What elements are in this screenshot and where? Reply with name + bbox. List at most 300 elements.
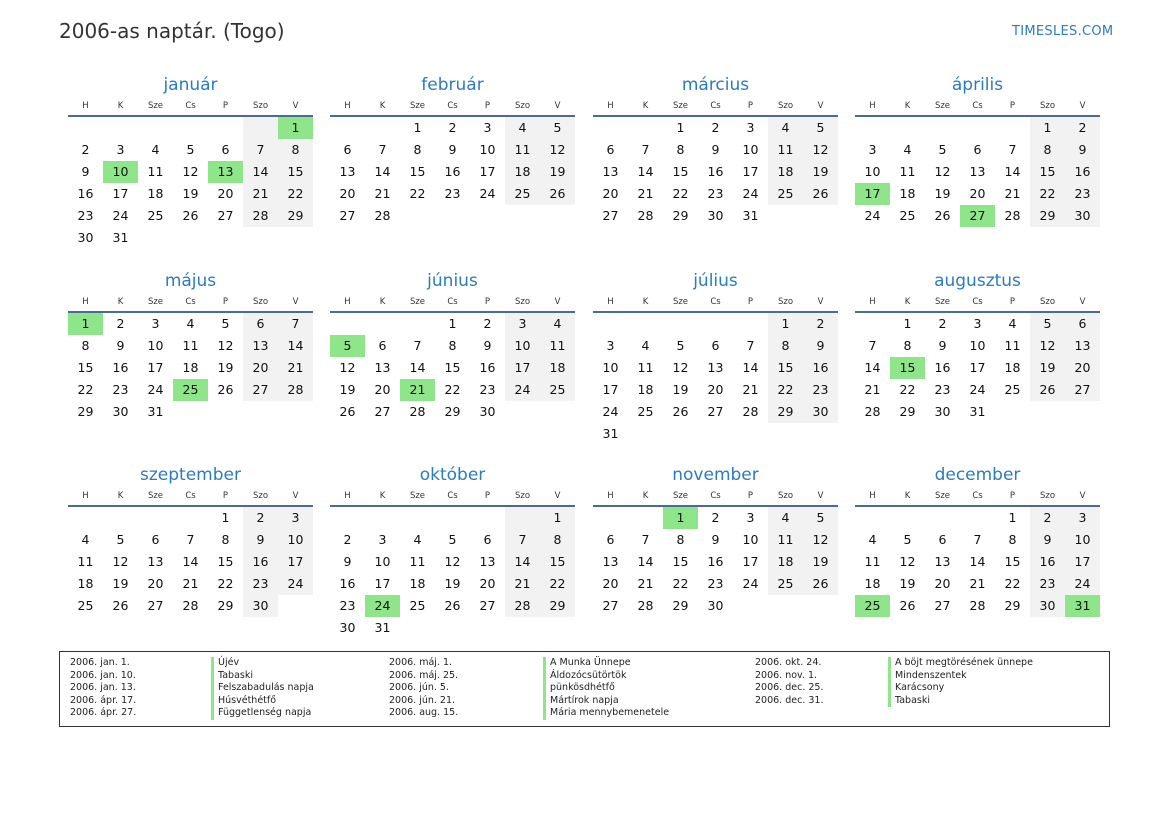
day-cell: 11 [540,335,575,357]
day-cell: 23 [243,573,278,595]
day-cell: 29 [278,205,313,227]
day-cell: 26 [934,208,951,223]
weekday-label: Sze [147,101,164,111]
day-cell: 5 [1030,313,1065,335]
day-cell: 16 [243,551,278,573]
day-cell: 2 [803,313,838,335]
weekday-label: Cs [710,491,721,501]
day-cell: 9 [343,554,352,569]
day-cell: 22 [540,573,575,595]
day-cell: 27 [217,208,234,223]
day-cell: 25 [768,573,803,595]
day-cell: 4 [540,313,575,335]
day-cell: 14 [1004,164,1021,179]
day-cell: 17 [278,551,313,573]
day-cell: 10 [374,554,391,569]
empty-day-cell [103,117,138,139]
weekday-label: K [642,491,649,501]
holiday-name: Felszabadulás napja [211,682,314,695]
day-cell: 15 [768,357,803,379]
day-cell: 29 [77,404,94,419]
weekday-label: V [292,491,299,501]
weekday-label: K [642,297,649,307]
holiday-name: A Munka Ünnepe [543,657,669,670]
empty-day-cell [208,227,243,249]
holiday-name: Tabaski [888,695,1033,708]
weekday-label: Cs [185,101,196,111]
day-cell: 26 [672,404,689,419]
day-cell: 9 [711,532,720,547]
empty-day-cell [925,117,960,139]
weekday-label: P [1009,491,1016,501]
day-cell: 18 [899,186,916,201]
day-cell: 10 [505,335,540,357]
day-cell: 16 [112,360,129,375]
weekday-label: K [379,297,386,307]
day-cell: 28 [742,404,759,419]
day-cell: 8 [278,139,313,161]
weekday-label: Szo [777,101,794,111]
day-cell: 6 [243,313,278,335]
empty-day-cell [855,117,890,139]
month-block [68,73,313,249]
weekday-label: H [82,491,89,501]
day-cell: 8 [1030,139,1065,161]
day-cell: 10 [969,338,986,353]
empty-day-cell [1065,401,1100,423]
day-grid [68,313,313,423]
day-cell: 20 [479,576,496,591]
day-cell: 12 [899,554,916,569]
day-cell: 14 [505,551,540,573]
weekday-label: K [117,297,124,307]
day-cell: 1 [68,313,103,335]
day-cell: 29 [217,598,234,613]
empty-day-cell [855,507,890,529]
day-cell: 25 [540,379,575,401]
day-cell: 3 [151,316,160,331]
holiday-names-col-2 [543,657,669,720]
day-cell: 16 [707,554,724,569]
day-cell: 17 [742,554,759,569]
day-cell: 19 [540,161,575,183]
day-cell: 30 [1030,595,1065,617]
empty-day-cell [505,205,540,227]
empty-day-cell [890,507,925,529]
weekday-label: H [869,297,876,307]
weekday-label: Cs [185,297,196,307]
day-cell: 25 [77,598,94,613]
empty-day-cell [330,507,365,529]
day-cell: 21 [374,186,391,201]
empty-day-cell [470,617,505,639]
day-cell: 18 [147,186,164,201]
day-cell: 14 [637,164,654,179]
empty-day-cell [855,313,890,335]
page-title: 2006-as naptár. (Togo) [59,19,285,43]
month-block [855,73,1100,227]
day-cell: 3 [746,120,755,135]
holiday-date: 2006. nov. 1. [755,669,818,681]
day-cell: 28 [182,598,199,613]
weekday-header [330,489,575,507]
empty-day-cell [733,313,768,335]
day-cell: 23 [707,576,724,591]
day-cell: 11 [637,360,654,375]
day-cell: 18 [637,382,654,397]
empty-day-cell [505,507,540,529]
day-cell: 5 [540,117,575,139]
empty-day-cell [698,313,733,335]
day-cell: 10 [864,164,881,179]
day-cell: 24 [112,208,129,223]
day-cell: 12 [1030,335,1065,357]
weekday-header [593,489,838,507]
empty-day-cell [435,507,470,529]
empty-day-cell [400,313,435,335]
weekday-label: P [484,101,491,111]
weekday-label: H [82,101,89,111]
day-cell: 3 [505,313,540,335]
weekday-label: Cs [447,101,458,111]
day-cell: 16 [934,360,951,375]
empty-day-cell [628,423,663,445]
holiday-dates-col-3 [755,657,823,707]
day-cell: 20 [969,186,986,201]
empty-day-cell [593,117,628,139]
day-cell: 10 [103,161,138,183]
day-cell: 26 [444,598,461,613]
weekday-label: K [904,297,911,307]
day-cell: 26 [803,183,838,205]
day-cell: 29 [540,595,575,617]
weekday-label: Cs [185,491,196,501]
empty-day-cell [768,595,803,617]
holiday-list [59,651,1110,727]
weekday-header [68,295,313,313]
day-cell: 13 [602,554,619,569]
day-cell: 17 [374,576,391,591]
weekday-label: Szo [252,491,269,501]
holiday-date: 2006. jan. 10. [70,669,136,681]
day-cell: 21 [637,186,654,201]
day-cell: 5 [803,117,838,139]
day-cell: 31 [602,426,619,441]
holiday-date: 2006. dec. 25. [755,682,824,694]
day-cell: 13 [934,554,951,569]
month-block [330,463,575,639]
day-cell: 23 [112,382,129,397]
day-cell: 27 [243,379,278,401]
day-cell: 7 [973,532,982,547]
empty-day-cell [435,205,470,227]
day-cell: 13 [707,360,724,375]
day-cell: 17 [112,186,129,201]
holiday-date: 2006. jan. 1. [70,657,130,668]
empty-day-cell [733,423,768,445]
day-cell: 21 [182,576,199,591]
empty-day-cell [505,401,540,423]
day-cell: 7 [278,313,313,335]
empty-day-cell [960,117,995,139]
empty-day-cell [435,617,470,639]
day-cell: 24 [742,576,759,591]
month-block [68,269,313,423]
day-cell: 29 [672,208,689,223]
weekday-header [593,99,838,117]
holiday-name: A böjt megtörésének ünnepe [888,657,1033,670]
day-cell: 27 [934,598,951,613]
holiday-date: 2006. jún. 21. [389,694,456,706]
day-cell: 8 [540,529,575,551]
day-cell: 5 [330,335,365,357]
day-cell: 13 [243,335,278,357]
day-cell: 15 [409,164,426,179]
weekday-label: P [222,297,229,307]
day-cell: 5 [221,316,230,331]
day-cell: 4 [641,338,650,353]
day-cell: 26 [339,404,356,419]
weekday-label: K [904,491,911,501]
day-cell: 7 [505,529,540,551]
day-cell: 24 [147,382,164,397]
weekday-label: K [642,101,649,111]
day-cell: 27 [960,205,995,227]
weekday-label: P [747,491,754,501]
day-cell: 28 [864,404,881,419]
day-cell: 11 [77,554,94,569]
weekday-label: Szo [1039,297,1056,307]
empty-day-cell [1030,401,1065,423]
weekday-header [855,295,1100,313]
day-cell: 23 [339,598,356,613]
empty-day-cell [278,595,313,617]
holiday-date: 2006. jan. 13. [70,682,136,694]
day-cell: 21 [400,379,435,401]
day-cell: 12 [182,164,199,179]
day-cell: 21 [278,357,313,379]
day-cell: 28 [969,598,986,613]
empty-day-cell [365,507,400,529]
day-cell: 16 [77,186,94,201]
day-cell: 22 [672,576,689,591]
day-cell: 13 [969,164,986,179]
month-name: december [934,465,1021,485]
day-cell: 20 [602,576,619,591]
empty-day-cell [173,507,208,529]
day-cell: 26 [540,183,575,205]
day-cell: 3 [278,507,313,529]
empty-day-cell [400,205,435,227]
day-cell: 1 [1008,510,1017,525]
day-grid [855,313,1100,423]
holiday-name: Újév [211,657,314,670]
weekday-header [593,295,838,313]
day-cell: 11 [1004,338,1021,353]
empty-day-cell [733,595,768,617]
day-cell: 12 [540,139,575,161]
day-cell: 27 [1065,379,1100,401]
holiday-date: 2006. dec. 31. [755,694,824,706]
weekday-label: P [1009,101,1016,111]
day-cell: 19 [1030,357,1065,379]
day-cell: 22 [77,382,94,397]
month-name: október [419,465,486,485]
day-cell: 15 [890,357,925,379]
day-cell: 4 [81,532,90,547]
day-cell: 30 [934,404,951,419]
day-grid [593,313,838,445]
day-cell: 22 [1004,576,1021,591]
empty-day-cell [243,227,278,249]
weekday-label: P [747,101,754,111]
day-cell: 18 [540,357,575,379]
empty-day-cell [330,313,365,335]
day-cell: 23 [444,186,461,201]
weekday-label: P [222,101,229,111]
day-cell: 24 [742,186,759,201]
day-cell: 21 [243,183,278,205]
month-name: július [693,271,738,291]
day-cell: 3 [606,338,615,353]
day-cell: 30 [243,595,278,617]
day-cell: 5 [186,142,195,157]
weekday-label: V [1079,101,1086,111]
day-cell: 10 [147,338,164,353]
day-cell: 1 [663,507,698,529]
weekday-label: K [117,491,124,501]
weekday-label: Sze [409,297,426,307]
day-cell: 8 [676,532,685,547]
day-cell: 6 [1065,313,1100,335]
weekday-label: Cs [710,101,721,111]
holiday-name: Függetlenség napja [211,707,314,720]
day-cell: 5 [676,338,685,353]
day-cell: 29 [768,401,803,423]
day-cell: 19 [217,360,234,375]
empty-day-cell [890,117,925,139]
weekday-label: V [292,297,299,307]
day-cell: 15 [444,360,461,375]
day-cell: 25 [409,598,426,613]
month-block [855,269,1100,423]
day-cell: 19 [934,186,951,201]
day-cell: 8 [1008,532,1017,547]
empty-day-cell [540,205,575,227]
day-cell: 7 [378,142,387,157]
weekday-label: Sze [409,101,426,111]
weekday-label: Sze [672,101,689,111]
day-cell: 2 [938,316,947,331]
holiday-date: 2006. okt. 24. [755,657,822,668]
weekday-label: H [82,297,89,307]
weekday-label: Cs [447,491,458,501]
day-cell: 21 [969,576,986,591]
day-cell: 30 [803,401,838,423]
day-cell: 17 [147,360,164,375]
day-cell: 9 [116,338,125,353]
month-name: február [421,75,484,95]
day-cell: 9 [243,529,278,551]
day-grid [68,507,313,617]
day-cell: 22 [217,576,234,591]
empty-day-cell [470,205,505,227]
site-brand-link[interactable]: TIMESLES.COM [1012,24,1114,39]
day-cell: 24 [278,573,313,595]
month-block [330,73,575,227]
day-cell: 13 [479,554,496,569]
day-cell: 30 [479,404,496,419]
month-name: március [681,75,750,95]
weekday-label: Szo [514,101,531,111]
day-cell: 22 [409,186,426,201]
empty-day-cell [995,117,1030,139]
weekday-label: K [379,491,386,501]
weekday-header [330,295,575,313]
day-cell: 1 [448,316,457,331]
day-cell: 20 [1065,357,1100,379]
day-cell: 12 [672,360,689,375]
day-cell: 25 [173,379,208,401]
empty-day-cell [173,227,208,249]
day-cell: 11 [768,139,803,161]
day-cell: 5 [938,142,947,157]
day-cell: 23 [1030,573,1065,595]
day-grid [855,507,1100,617]
day-cell: 2 [448,120,457,135]
month-block [593,269,838,445]
day-cell: 4 [768,117,803,139]
weekday-label: K [904,101,911,111]
empty-day-cell [663,423,698,445]
day-cell: 8 [676,142,685,157]
holiday-name: Mindenszentek [888,670,1033,683]
day-cell: 17 [742,164,759,179]
day-cell: 31 [112,230,129,245]
day-cell: 1 [1030,117,1065,139]
weekday-header [855,489,1100,507]
day-cell: 29 [899,404,916,419]
day-cell: 2 [1030,507,1065,529]
day-cell: 26 [112,598,129,613]
empty-day-cell [470,507,505,529]
day-cell: 13 [602,164,619,179]
day-cell: 17 [602,382,619,397]
day-cell: 16 [444,164,461,179]
day-cell: 2 [483,316,492,331]
day-cell: 4 [186,316,195,331]
month-name: január [163,75,218,95]
weekday-label: Sze [934,491,951,501]
day-cell: 30 [339,620,356,635]
empty-day-cell [68,117,103,139]
day-cell: 6 [343,142,352,157]
day-cell: 1 [221,510,230,525]
day-cell: 11 [864,554,881,569]
day-cell: 25 [1004,382,1021,397]
day-cell: 15 [77,360,94,375]
day-cell: 29 [1030,205,1065,227]
day-cell: 4 [1008,316,1017,331]
day-cell: 9 [1065,139,1100,161]
day-cell: 7 [746,338,755,353]
weekday-label: Cs [447,297,458,307]
day-cell: 15 [217,554,234,569]
day-cell: 19 [112,576,129,591]
day-cell: 14 [409,360,426,375]
day-cell: 30 [707,208,724,223]
day-cell: 5 [903,532,912,547]
